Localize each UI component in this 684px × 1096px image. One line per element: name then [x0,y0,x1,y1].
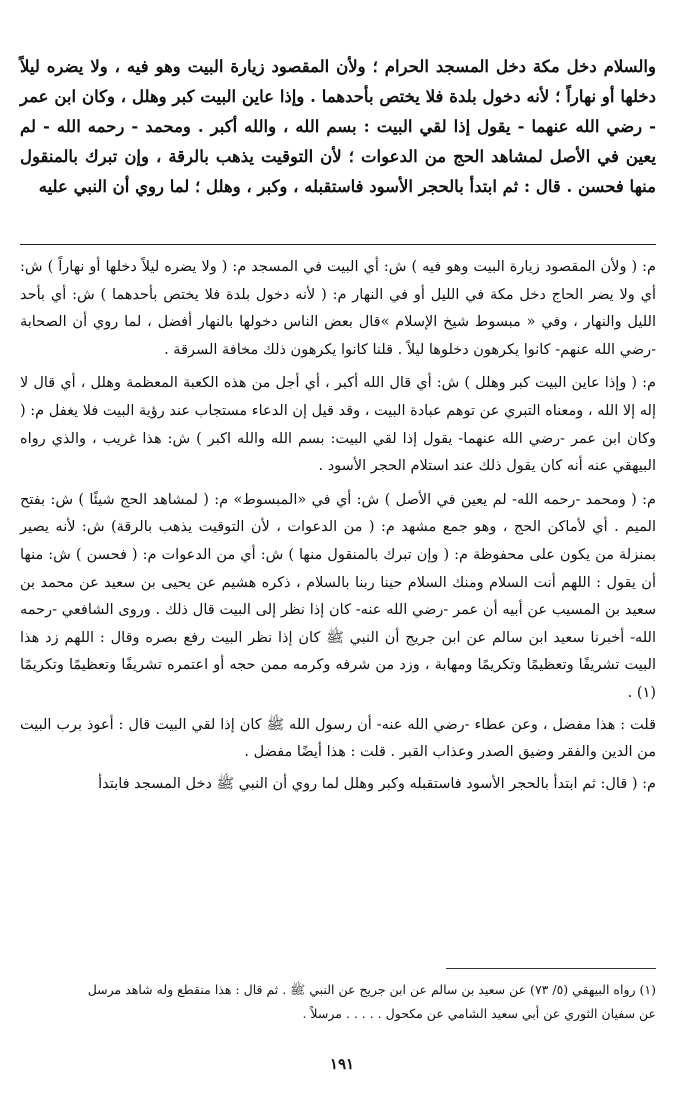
footnote-line: (١) رواه البيهقي (٥/ ٧٣) عن سعيد بن سالم عن ابن جريج عن النبي ﷺ . ثم قال : هذا منقطع وله شاهد مرسل [87,982,656,997]
main-text: والسلام دخل مكة دخل المسجد الحرام ؛ ولأن المقصود زيارة البيت وهو فيه ، ولا يضره ليلاً دخلها أو نهاراً ؛ لأنه دخول بلدة فلا يختص بأحدهما . وإذا عاين البيت كبر وهلل ، وكان ابن عمر - رضي الله عنهما - يقول إذا لقي البيت : بسم الله ، والله أكبر . ومحمد - رحمه الله - لم يعين في الأصل لمشاهد الحج من الدعوات ؛ لأن التوقيت يذهب بالرقة ، وإن تبرك بالمنقول منها فحسن . قال : ثم ابتدأ بالحجر الأسود فاستقبله ، وكبر ، وهلل ؛ لما روي أن النبي عليه [20,57,656,196]
commentary-paragraph: م: ( ولأن المقصود زيارة البيت وهو فيه ) ش: أي البيت في المسجد م: ( ولا يضره ليلاً دخلها أو نهاراً ) ش: أي ولا يضر الحاج دخل مكة في الليل أو في النهار م: ( لأنه دخول بلدة فلا يختص بأحدهما ) ش: أي بأحد الليل والنهار ، وفي « مبسوط شيخ الإسلام »قال بعض الناس دخولها بالنهار أفضل ، لما روي أن الصحابة -رضي الله عنهم- كانوا يكرهون دخلوها ليلاً . قلنا كانوا يكرهون ذلك مخافة السرقة . [20,259,656,358]
page-number: ١٩١ [329,1055,355,1073]
main-text-block [20,52,656,202]
commentary-block [20,254,656,804]
commentary-paragraph: م: ( وإذا عاين البيت كبر وهلل ) ش: أي قال الله أكبر ، أي أجل من هذه الكعبة المعظمة وهلل ، أي قال لا إله إلا الله ، ومعناه التبري عن توهم عبادة البيت ، وقد قيل إن الدعاء مستجاب عند رؤية البيت فلا يغفل م: ( وكان ابن عمر -رضي الله عنهما- يقول إذا لقي البيت: بسم الله والله اكبر ) ش: هذا غريب ، والذي رواه البيهقي عنه أنه كان يقول ذلك عند استلام الحجر الأسود . [20,375,656,475]
commentary-paragraph: م: ( قال: ثم ابتدأ بالحجر الأسود فاستقبله وكبر وهلل لما روي أن النبي ﷺ دخل المسجد فابتدأ [98,775,656,792]
commentary-paragraph: م: ( ومحمد -رحمه الله- لم يعين في الأصل ) ش: أي في «المبسوط» م: ( لمشاهد الحج شيئًا ) ش: بفتح الميم . أي لأماكن الحج ، وهو جمع مشهد م: ( من الدعوات ، لأن التوقيت يذهب بالرقة) ش: لأنه يصير بمنزلة من يكون على محفوظة م: ( وإن تبرك بالمنقول منها ) ش: أي من الدعوات م: ( فحسن ) ش: منها أن يقول : اللهم أنت السلام ومنك السلام حينا ربنا بالسلام ، ذكره هشيم عن يحيى بن سعيد عن محمد بن سعيد بن المسيب عن أبيه أن عمر -رضي الله عنه- كان إذا نظر إلى البيت قال ذلك . وروى الشافعي -رحمه الله- أخبرنا سعيد ابن سالم عن ابن جريج أن النبي ﷺ كان إذا نظر البيت رفع بصره وقال : اللهم زد هذا البيت تشريفًا وتعظيمًا وتكريمًا ومهابة ، وزد من شرفه وكرمه ممن حجه أو اعتمره تشريفًا وتعظيمًا وتكريمًا (١) . [20,491,656,701]
footnote-block [20,978,656,1026]
footnote-line: عن سفيان الثوري عن أبي سعيد الشامي عن مكحول . . . . . مرسلاً . [302,1006,656,1021]
section-divider [20,244,656,245]
commentary-paragraph: قلت : هذا مفضل ، وعن عطاء -رضي الله عنه- أن رسول الله ﷺ كان إذا لقي البيت قال : أعوذ برب البيت من الدين والفقر وضيق الصدر وعذاب القبر . قلت : هذا أيضًا مفضل . [20,716,656,761]
footnote-divider [446,968,656,969]
